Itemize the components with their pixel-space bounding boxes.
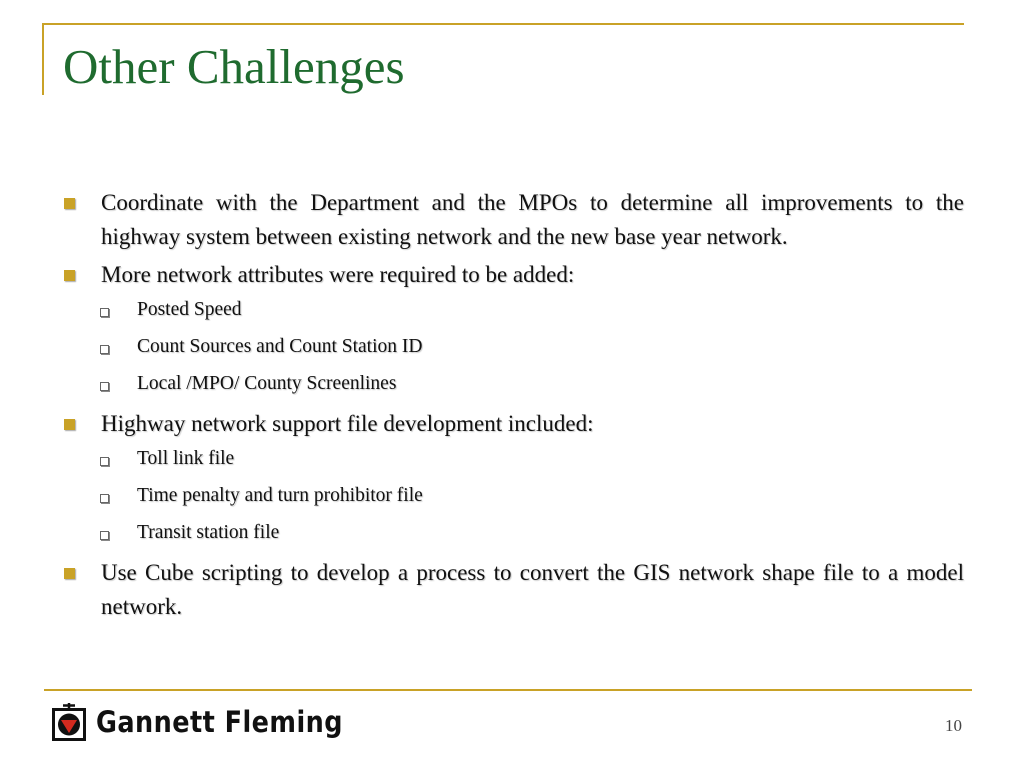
bullet-item xyxy=(60,556,964,624)
sub-bullet-text: Time penalty and turn prohibitor file xyxy=(137,485,423,506)
gannett-fleming-logo-icon xyxy=(52,703,86,741)
sub-bullet-text: Toll link file xyxy=(137,448,235,469)
bullet-item xyxy=(60,258,964,292)
square-bullet-icon xyxy=(64,568,75,579)
left-rule xyxy=(42,23,44,95)
page-number: 10 xyxy=(945,716,962,735)
square-bullet-icon xyxy=(64,198,75,209)
sub-bullet-text: Transit station file xyxy=(137,522,280,543)
bullet-list xyxy=(60,186,964,628)
sub-bullet-item xyxy=(60,333,964,361)
hollow-square-bullet-icon xyxy=(100,457,109,466)
square-bullet-icon xyxy=(64,270,75,281)
hollow-square-bullet-icon xyxy=(100,494,109,503)
company-logo xyxy=(52,703,377,741)
sub-bullet-text: Local /MPO/ County Screenlines xyxy=(137,373,397,394)
sub-bullet-item xyxy=(60,519,964,547)
bottom-rule xyxy=(44,689,972,691)
bullet-text: Use Cube scripting to develop a process to convert the GIS network shape file to a model network. xyxy=(101,560,964,619)
sub-bullet-item xyxy=(60,445,964,473)
logo-text: Gannett Fleming xyxy=(96,704,343,739)
sub-bullet-item xyxy=(60,296,964,324)
bullet-text: Coordinate with the Department and the MPOs to determine all improvements to the highway system between existing network and the new base year network. xyxy=(101,190,964,249)
sub-bullet-text: Posted Speed xyxy=(137,299,242,320)
top-rule xyxy=(42,23,964,25)
bullet-item xyxy=(60,186,964,254)
hollow-square-bullet-icon xyxy=(100,531,109,540)
sub-bullet-text: Count Sources and Count Station ID xyxy=(137,336,423,357)
sub-bullet-item xyxy=(60,370,964,398)
hollow-square-bullet-icon xyxy=(100,308,109,317)
bullet-text: Highway network support file development included: xyxy=(101,411,594,436)
sub-bullet-item xyxy=(60,482,964,510)
hollow-square-bullet-icon xyxy=(100,345,109,354)
bullet-item xyxy=(60,407,964,441)
square-bullet-icon xyxy=(64,419,75,430)
bullet-text: More network attributes were required to be added: xyxy=(101,262,575,287)
hollow-square-bullet-icon xyxy=(100,382,109,391)
slide-title: Other Challenges xyxy=(63,39,405,94)
